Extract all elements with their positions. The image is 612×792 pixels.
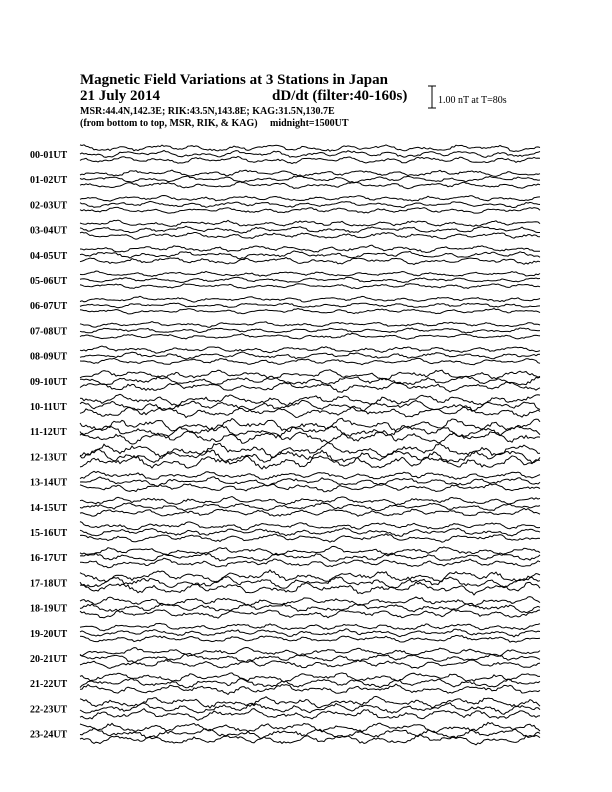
hour-label: 22-23UT xyxy=(30,704,68,716)
trace-rik xyxy=(80,303,540,308)
trace-kag xyxy=(80,196,540,202)
hour-label: 13-14UT xyxy=(30,477,68,489)
trace-kag xyxy=(80,170,540,176)
trace-msr xyxy=(80,660,540,669)
trace-kag xyxy=(80,145,540,152)
hour-label: 15-16UT xyxy=(30,528,68,539)
trace-kag xyxy=(80,443,540,459)
trace-rik xyxy=(80,629,540,637)
trace-kag xyxy=(80,722,540,732)
trace-msr xyxy=(80,258,540,265)
hour-label: 08-09UT xyxy=(30,351,68,363)
trace-msr xyxy=(80,684,540,695)
trace-kag xyxy=(80,322,540,328)
trace-msr xyxy=(80,333,540,339)
trace-rik xyxy=(80,176,540,183)
trace-rik xyxy=(80,226,540,233)
trace-msr xyxy=(80,534,540,542)
trace-msr xyxy=(80,358,540,365)
hour-label: 11-12UT xyxy=(30,427,67,439)
trace-msr xyxy=(80,735,540,745)
trace-rik xyxy=(80,653,540,662)
hour-label: 16-17UT xyxy=(30,553,68,565)
chart-datatype: dD/dt (filter:40-160s) xyxy=(272,88,408,104)
trace-msr xyxy=(80,382,540,392)
hour-label: 02-03UT xyxy=(30,200,68,212)
trace-msr xyxy=(80,484,540,492)
hour-label: 17-18UT xyxy=(30,578,68,590)
hour-label: 06-07UT xyxy=(30,301,68,313)
trace-rik xyxy=(80,528,540,537)
trace-rik xyxy=(80,577,540,589)
trace-rik xyxy=(80,328,540,333)
trace-kag xyxy=(80,471,540,479)
trace-kag xyxy=(80,346,540,353)
chart-date: 21 July 2014 xyxy=(80,88,161,104)
trace-msr xyxy=(80,635,540,642)
trace-rik xyxy=(80,201,540,207)
trace-msr xyxy=(80,232,540,239)
hour-label: 23-24UT xyxy=(30,729,68,741)
hour-label: 14-15UT xyxy=(30,502,68,514)
trace-rik xyxy=(80,703,540,715)
trace-kag xyxy=(80,597,540,607)
trace-msr xyxy=(80,182,540,189)
trace-msr xyxy=(80,207,540,213)
hour-label: 21-22UT xyxy=(30,679,68,691)
trace-msr xyxy=(80,309,540,314)
hour-label: 12-13UT xyxy=(30,452,68,464)
hour-label: 00-01UT xyxy=(30,150,68,161)
trace-rik xyxy=(80,277,540,282)
trace-kag xyxy=(80,271,540,277)
trace-msr xyxy=(80,508,540,516)
trace-kag xyxy=(80,522,540,530)
trace-rik xyxy=(80,376,540,385)
station-order-note: (from bottom to top, MSR, RIK, & KAG) xyxy=(80,118,258,129)
hour-label: 10-11UT xyxy=(30,402,67,413)
trace-kag xyxy=(80,546,540,556)
hour-label: 09-10UT xyxy=(30,376,68,388)
hour-label: 18-19UT xyxy=(30,603,68,615)
scale-bar-label: 1.00 nT at T=80s xyxy=(438,95,507,106)
hour-label: 04-05UT xyxy=(30,250,68,262)
trace-kag xyxy=(80,497,540,505)
hour-label: 05-06UT xyxy=(30,276,68,287)
trace-msr xyxy=(80,156,540,163)
trace-msr xyxy=(80,582,540,595)
trace-kag xyxy=(80,296,540,302)
trace-rik xyxy=(80,151,540,158)
midnight-note: midnight=1500UT xyxy=(270,118,349,129)
trace-msr xyxy=(80,406,540,418)
trace-rik xyxy=(80,352,540,359)
hour-label: 01-02UT xyxy=(30,175,68,187)
chart-title: Magnetic Field Variations at 3 Stations in Japan xyxy=(80,72,388,88)
trace-kag xyxy=(80,245,540,252)
trace-msr xyxy=(80,456,540,469)
hour-label: 19-20UT xyxy=(30,628,68,640)
trace-kag xyxy=(80,648,540,657)
hour-label: 03-04UT xyxy=(30,225,68,237)
hour-label: 07-08UT xyxy=(30,326,68,338)
station-coordinates: MSR:44.4N,142.3E; RIK:43.5N,143.8E; KAG:31.5N,130.7E xyxy=(80,106,335,117)
trace-kag xyxy=(80,220,540,226)
trace-kag xyxy=(80,623,540,630)
trace-msr xyxy=(80,284,540,289)
trace-kag xyxy=(80,673,540,682)
hour-label: 20-21UT xyxy=(30,654,68,665)
trace-kag xyxy=(80,570,540,583)
trace-msr xyxy=(80,709,540,721)
trace-msr xyxy=(80,610,540,619)
scale-bar xyxy=(428,86,436,108)
